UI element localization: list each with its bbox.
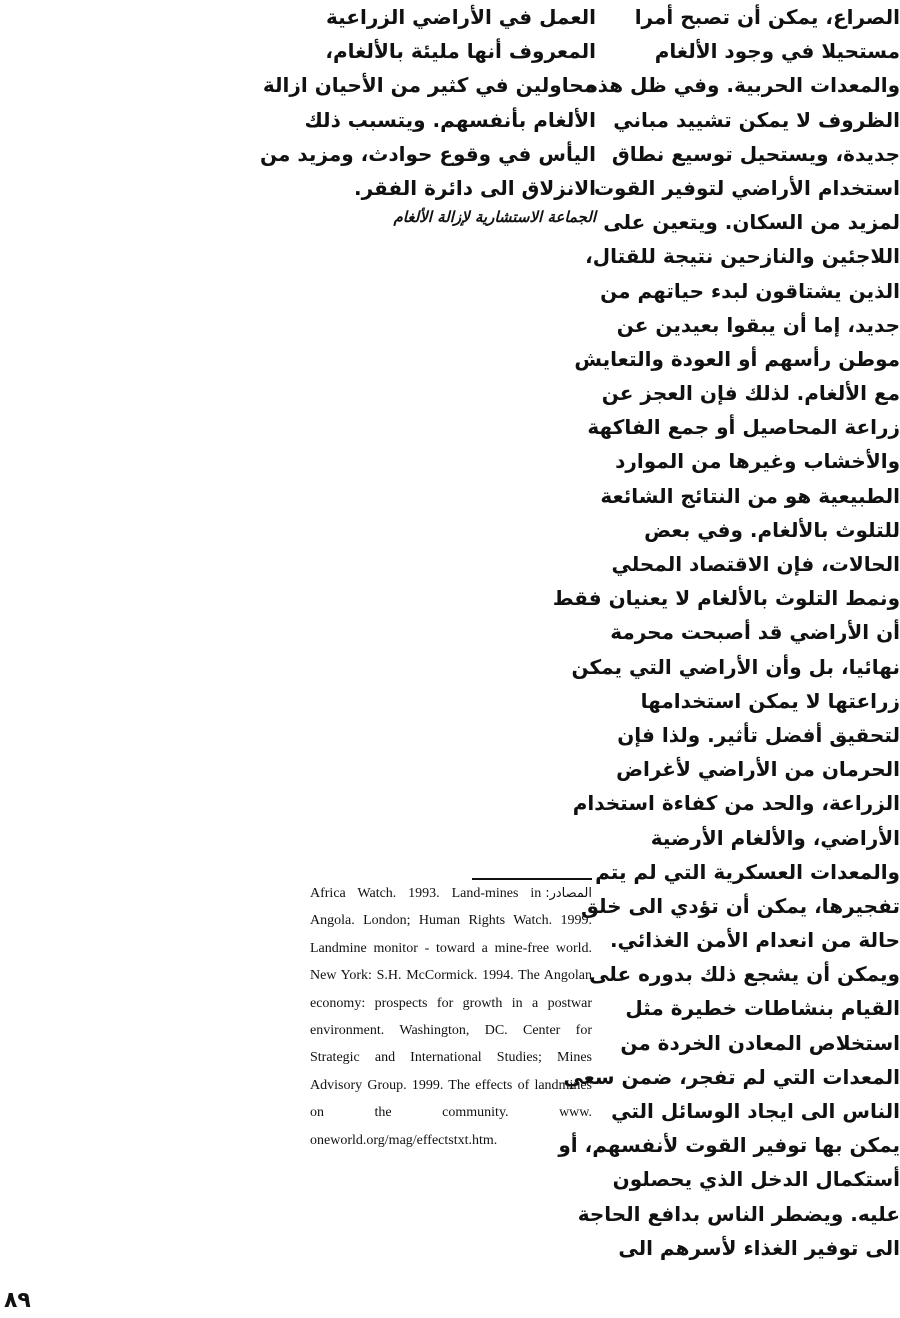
text-line: الزراعة، والحد من كفاءة استخدام bbox=[572, 791, 900, 816]
text-line: الحالات، فإن الاقتصاد المحلي bbox=[611, 552, 900, 576]
text-line: محاولين في كثير من الأحيان ازالة bbox=[262, 73, 596, 98]
text-line: الألغام بأنفسهم. ويتسبب ذلك bbox=[304, 107, 596, 132]
text-line: تفجيرها، يمكن أن تؤدي الى خلق bbox=[580, 893, 900, 918]
text-line: ويمكن أن يشجع ذلك بدوره على bbox=[589, 962, 900, 987]
text-line: عليه. ويضطر الناس بدافع الحاجة bbox=[577, 1201, 900, 1226]
text-line: مع الألغام. لذلك فإن العجز عن bbox=[601, 381, 900, 406]
side-text-column bbox=[260, 0, 596, 227]
text-line: زراعة المحاصيل أو جمع الفاكهة bbox=[587, 415, 900, 440]
text-line: المعروف أنها مليئة بالألغام، bbox=[325, 39, 596, 64]
text-line: والمعدات الحربية. وفي ظل هذه bbox=[585, 73, 900, 98]
text-line: يمكن بها توفير القوت لأنفسهم، أو bbox=[558, 1133, 900, 1158]
page-number: ٨٩ bbox=[4, 1288, 31, 1313]
text-line: حالة من انعدام الأمن الغذائي. bbox=[609, 928, 900, 953]
text-line: الذين يشتاقون لبدء حياتهم من bbox=[600, 278, 900, 303]
text-line: الناس الى ايجاد الوسائل التي bbox=[611, 1099, 900, 1123]
text-line: والأخشاب وغيرها من الموارد bbox=[615, 449, 900, 474]
text-line: استخلاص المعادن الخردة من bbox=[620, 1030, 900, 1055]
text-line: القيام بنشاطات خطيرة مثل bbox=[625, 996, 900, 1021]
text-line: الحرمان من الأراضي لأغراض bbox=[616, 757, 900, 782]
text-line: جديدة، ويستحيل توسيع نطاق bbox=[611, 141, 900, 166]
references-text: Africa Watch. 1993. Land-mines in Angola. London; Human Rights Watch. 1999. Landmine monitor - toward a mine-free world. New York: S.H. McCormick. 1994. The Angolan economy: prospects for growth in a postwar environment. Washington, DC. Center for Strategic and International Studies; Mines Advisory Group. 1999. The effects of landmines on the community. www. oneworld.org/mag/effectstxt.htm. bbox=[310, 886, 592, 1148]
source-credit: الجماعة الاستشارية لإزالة الألغام bbox=[393, 208, 596, 227]
text-line: نهائيا، بل وأن الأراضي التي يمكن bbox=[571, 654, 900, 679]
text-line: للتلوث بالألغام. وفي بعض bbox=[644, 517, 900, 542]
text-line: الصراع، يمكن أن تصبح أمرا bbox=[634, 5, 900, 29]
text-line: لمزيد من السكان. ويتعين على bbox=[603, 210, 900, 235]
text-line: الانزلاق الى دائرة الفقر. bbox=[353, 175, 596, 200]
text-line: الظروف لا يمكن تشييد مباني bbox=[613, 107, 900, 132]
text-line: لتحقيق أفضل تأثير. ولذا فإن bbox=[617, 722, 900, 747]
text-line: والمعدات العسكرية التي لم يتم bbox=[595, 859, 900, 884]
text-line: المعدات التي لم تفجر، ضمن سعي bbox=[563, 1064, 900, 1089]
text-line: العمل في الأراضي الزراعية bbox=[326, 5, 596, 29]
references-label: المصادر: bbox=[545, 886, 592, 901]
text-line: الطبيعية هو من النتائج الشائعة bbox=[600, 483, 900, 508]
text-line: مستحيلا في وجود الألغام bbox=[654, 39, 900, 64]
text-line: أن الأراضي قد أصبحت محرمة bbox=[610, 620, 900, 645]
text-line: استخدام الأراضي لتوفير القوت bbox=[593, 175, 900, 200]
text-line: أستكمال الدخل الذي يحصلون bbox=[612, 1167, 900, 1192]
references-block bbox=[310, 880, 592, 1154]
text-line: موطن رأسهم أو العودة والتعايش bbox=[574, 346, 900, 371]
text-line: اللاجئين والنازحين نتيجة للقتال، bbox=[585, 244, 900, 269]
text-line: الى توفير الغذاء لأسرهم الى bbox=[618, 1235, 900, 1260]
text-line: ونمط التلوث بالألغام لا يعنيان فقط bbox=[552, 586, 900, 611]
text-line: اليأس في وقوع حوادث، ومزيد من bbox=[260, 141, 596, 166]
text-line: زراعتها لا يمكن استخدامها bbox=[640, 688, 900, 713]
text-line: الأراضي، والألغام الأرضية bbox=[650, 825, 900, 850]
text-line: جديد، إما أن يبقوا بعيدين عن bbox=[616, 312, 900, 337]
